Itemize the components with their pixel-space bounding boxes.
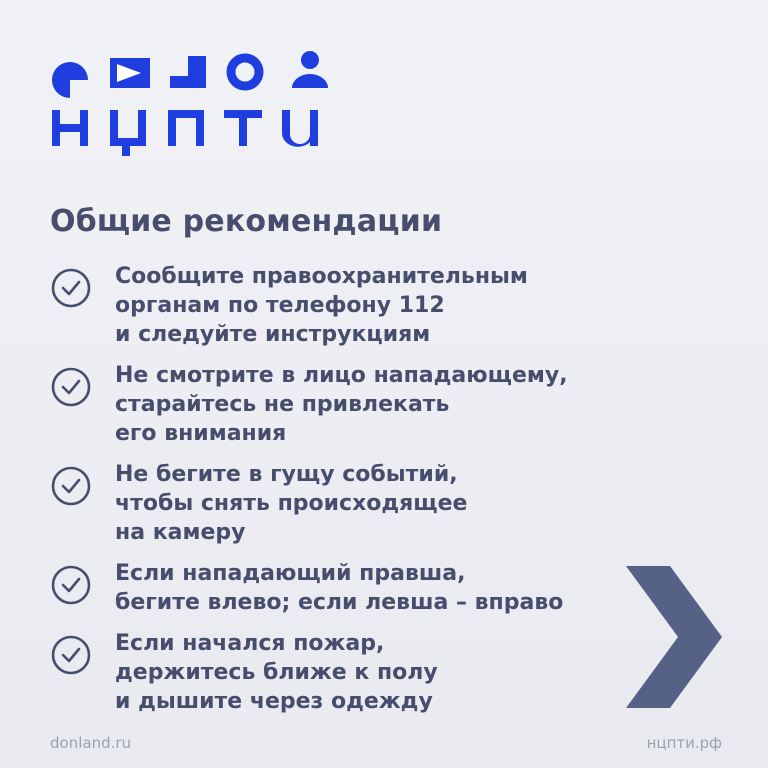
- list-item: [50, 361, 670, 448]
- check-circle-icon: [50, 366, 92, 408]
- item-line: на камеру: [115, 520, 246, 545]
- list-item: [50, 460, 670, 547]
- item-line: Не бегите в гущу событий,: [115, 462, 458, 487]
- list-item: [50, 262, 670, 349]
- item-line: Если начался пожар,: [115, 631, 385, 656]
- item-line: органам по телефону 112: [115, 293, 445, 318]
- item-line: его внимания: [115, 421, 287, 446]
- logo-wordmark: [52, 110, 318, 156]
- item-line: чтобы снять происходящее: [115, 491, 468, 516]
- chevron-right-icon[interactable]: [626, 566, 722, 708]
- check-circle-icon: [50, 267, 92, 309]
- footer-site-left: donland.ru: [50, 734, 132, 752]
- footer-site-right: нцпти.рф: [646, 734, 722, 752]
- check-circle-icon: [50, 564, 92, 606]
- check-circle-icon: [50, 634, 92, 676]
- item-line: и следуйте инструкциям: [115, 322, 431, 347]
- logo-shape-steps: [170, 56, 206, 88]
- list-item: [50, 629, 670, 716]
- item-line: Сообщите правоохранительным: [115, 264, 528, 289]
- item-line: бегите влево; если левша – вправо: [115, 590, 564, 615]
- item-line: старайтесь не привлекать: [115, 392, 450, 417]
- logo-shape-circle: [231, 58, 259, 86]
- brand-logo: [50, 48, 330, 158]
- logo-shape-semicircle: [52, 62, 88, 98]
- page-title: Общие рекомендации: [50, 204, 443, 239]
- item-line: Не смотрите в лицо нападающему,: [115, 363, 568, 388]
- item-line: и дышите через одежду: [115, 689, 433, 714]
- list-item: [50, 559, 670, 617]
- item-line: Если нападающий правша,: [115, 561, 466, 586]
- logo-shape-body: [292, 74, 328, 88]
- item-line: держитесь ближе к полу: [115, 660, 438, 685]
- recommendations-list: [50, 262, 670, 716]
- logo-shape-head: [301, 51, 319, 69]
- check-circle-icon: [50, 465, 92, 507]
